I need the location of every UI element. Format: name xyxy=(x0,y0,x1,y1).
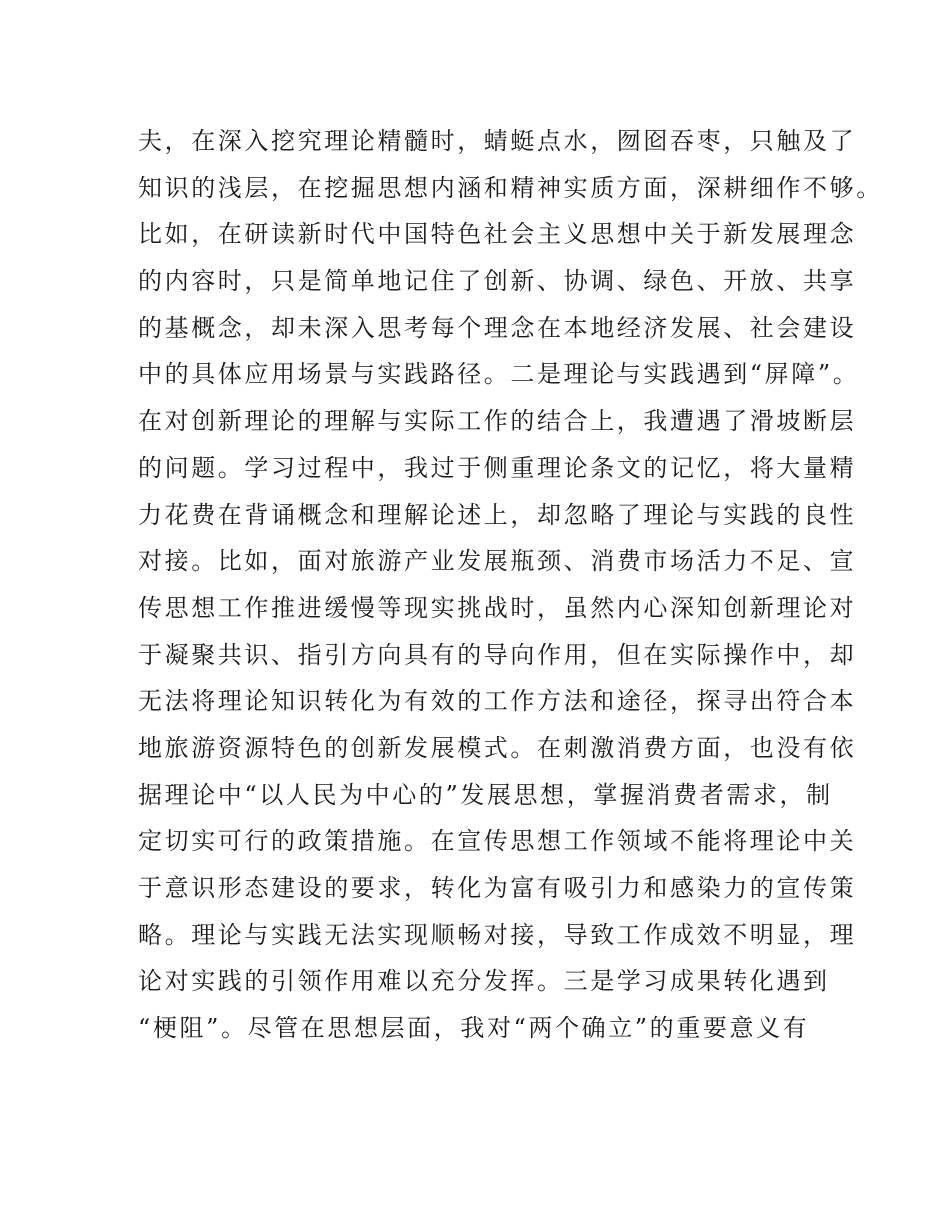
text-line: 在对创新理论的理解与实际工作的结合上，我遭遇了滑坡断层 xyxy=(138,407,857,436)
text-line: “梗阻”。尽管在思想层面，我对“两个确立”的重要意义有 xyxy=(138,1014,810,1043)
text-line: 于凝聚共识、指引方向具有的导向作用，但在实际操作中，却 xyxy=(138,640,857,669)
text-line: 知识的浅层，在挖掘思想内涵和精神实质方面，深耕细作不够。 xyxy=(138,173,883,202)
text-line: 中的具体应用场景与实践路径。二是理论与实践遇到“屏障”。 xyxy=(138,360,860,389)
text-line: 夫，在深入挖究理论精髓时，蜻蜓点水，囫囵吞枣，只触及了 xyxy=(138,127,857,155)
text-line: 比如，在研读新时代中国特色社会主义思想中关于新发展理念 xyxy=(138,220,857,249)
body-text xyxy=(138,118,883,1052)
text-line: 的问题。学习过程中，我过于侧重理论条文的记忆，将大量精 xyxy=(138,453,857,482)
text-line: 论对实践的引领作用难以充分发挥。三是学习成果转化遇到 xyxy=(138,967,830,996)
text-line: 的基概念，却未深入思考每个理念在本地经济发展、社会建设 xyxy=(138,313,857,342)
text-line: 的内容时，只是简单地记住了创新、协调、绿色、开放、共享 xyxy=(138,267,857,296)
text-line: 据理论中“以人民为中心的”发展思想，掌握消费者需求，制 xyxy=(138,780,833,809)
text-line: 传思想工作推进缓慢等现实挑战时，虽然内心深知创新理论对 xyxy=(138,593,857,622)
text-line: 对接。比如，面对旅游产业发展瓶颈、消费市场活力不足、宣 xyxy=(138,547,857,576)
text-line: 定切实可行的政策措施。在宣传思想工作领域不能将理论中关 xyxy=(138,827,857,856)
text-line: 于意识形态建设的要求，转化为富有吸引力和感染力的宣传策 xyxy=(138,874,857,902)
text-line: 无法将理论知识转化为有效的工作方法和途径，探寻出符合本 xyxy=(138,687,857,716)
text-line: 力花费在背诵概念和理解论述上，却忽略了理论与实践的良性 xyxy=(138,500,857,529)
text-line: 地旅游资源特色的创新发展模式。在刺激消费方面，也没有依 xyxy=(138,733,857,762)
text-line: 略。理论与实践无法实现顺畅对接，导致工作成效不明显，理 xyxy=(138,920,857,949)
